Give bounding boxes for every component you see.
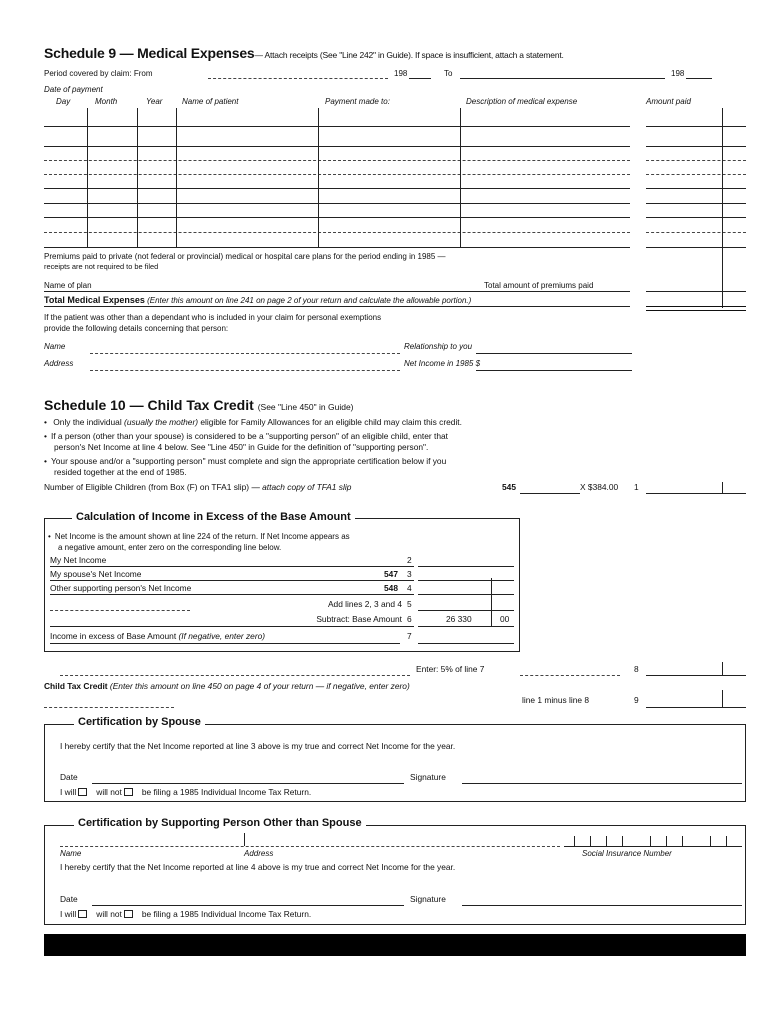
relationship-field[interactable] [476,353,632,354]
supporting-signature-field[interactable] [462,905,742,906]
bullet-2-cont: person's Net Income at line 4 below. See "Line 450" in Guide for the definition of "supporting person". [54,442,429,452]
eligible-children-label: Number of Eligible Children (from Box (F) on TFA1 slip) — attach copy of TFA1 slip [44,482,352,492]
net-income-1985-field[interactable] [476,370,632,371]
schedule9-title: Schedule 9 — Medical Expenses— Attach receipts (See "Line 242" in Guide). If space is insufficient, attach a statement. [44,45,564,61]
line-8-field[interactable] [646,675,746,676]
name-of-plan-label: Name of plan [44,281,92,290]
total-medical-expenses: Total Medical Expenses (Enter this amount on line 241 on page 2 of your return and calculate the allowable portion.) [44,295,472,305]
line-5-field[interactable] [418,610,514,611]
spouse-signature-field[interactable] [462,783,742,784]
bullet-3: • Your spouse and/or a "supporting person" must complete and sign the appropriate certification below if you [44,457,446,467]
dependant-note-1: If the patient was other than a dependant who is included in your claim for personal exemptions [44,313,382,322]
schedule10-title: Schedule 10 — Child Tax Credit (See "Line 450" in Guide) [44,397,354,413]
line-4-field[interactable] [418,594,514,595]
bullet-3-cont: resided together at the end of 1985. [54,467,187,477]
bullet-2: • If a person (other than your spouse) is considered to be a "supporting person" of an eligible child, enter that [44,432,448,442]
calc-note-1: • Net Income is the amount shown at line 224 of the return. If Net Income appears as [48,532,350,541]
supporting-signature-label: Signature [410,894,446,904]
child-tax-credit-field[interactable] [646,707,746,708]
add-lines-label: Add lines 2, 3 and 4 [327,599,402,609]
subtract-label: Subtract: Base Amount [316,614,402,624]
supporting-cert-text: I hereby certify that the Net Income reported at line 4 above is my true and correct Net Income for the year. [60,862,456,872]
spouse-filing-row: I will will not be filing a 1985 Individual Income Tax Return. [60,787,312,797]
spouse-net-income-code: 547 [384,569,398,579]
base-amount-cents: 00 [500,614,510,624]
date-of-payment-label: Date of payment [44,85,103,94]
dependant-name-field[interactable] [90,353,400,354]
supporting-address-label: Address [244,849,274,858]
supporting-date-label: Date [60,894,78,904]
col-payment-to: Payment made to: [325,97,390,106]
supporting-certification-title: Certification by Supporting Person Other than Spouse [74,817,366,830]
line-7-label: 7 [407,631,412,641]
col-amount: Amount paid [646,97,691,106]
year-to-field[interactable] [686,78,712,79]
year-from-field[interactable] [409,78,431,79]
dependant-note-2: provide the following details concerning that person: [44,324,229,333]
premiums-text: Premiums paid to private (not federal or provincial) medical or hospital care plans for the period ending in 1985 — [44,252,446,261]
line-3-field[interactable] [418,580,514,581]
spouse-will-checkbox[interactable] [78,788,87,796]
supporting-name-label: Name [60,849,82,858]
to-label: To [444,69,453,78]
period-from-field[interactable] [208,78,388,79]
line-7-field[interactable] [418,643,514,644]
line-1-label: 1 [634,482,639,492]
child-tax-credit-label: Child Tax Credit (Enter this amount on line 450 on page 4 of your return — if negative, enter zero) [44,681,410,691]
line-6-label: 6 [407,614,412,624]
calculation-title: Calculation of Income in Excess of the Base Amount [72,511,355,524]
other-net-income-code: 548 [384,583,398,593]
my-net-income-label: My Net Income [50,555,107,565]
line-2-field[interactable] [418,566,514,567]
period-to-field[interactable] [460,78,665,79]
spouse-date-field[interactable] [92,783,404,784]
supporting-filing-row: I will will not be filing a 1985 Individual Income Tax Return. [60,909,312,919]
excess-label: Income in excess of Base Amount (If negative, enter zero) [50,631,266,641]
spouse-will-not-checkbox[interactable] [124,788,133,796]
col-patient: Name of patient [182,97,239,106]
supporting-name-address-field[interactable] [60,846,560,847]
supporting-date-field[interactable] [92,905,404,906]
eligible-children-field[interactable] [520,493,580,494]
name-label: Name [44,342,66,351]
line-1-field[interactable] [646,493,746,494]
line-2-label: 2 [407,555,412,565]
net-income-1985-label: Net Income in 1985 $ [404,359,481,368]
supporting-will-checkbox[interactable] [78,910,87,918]
period-label: Period covered by claim: From [44,69,153,78]
sin-label: Social Insurance Number [582,849,672,858]
relationship-label: Relationship to you [404,342,473,351]
enter-5pct-label: Enter: 5% of line 7 [416,664,485,674]
spouse-net-income-label: My spouse's Net Income [50,569,142,579]
line-4-label: 4 [407,583,412,593]
line1-minus-8-label: line 1 minus line 8 [522,695,590,705]
dependant-address-field[interactable] [90,370,400,371]
spouse-cert-text: I hereby certify that the Net Income reported at line 3 above is my true and correct Net Income for the year. [60,741,456,751]
col-description: Description of medical expense [466,97,578,106]
premiums-text-2: receipts are not required to be filed [44,262,159,271]
line-8-label: 8 [634,664,639,674]
year-prefix-from: 198 [394,69,408,78]
col-month: Month [95,97,118,106]
year-prefix-to: 198 [671,69,685,78]
line-5-label: 5 [407,599,412,609]
spouse-date-label: Date [60,772,78,782]
bullet-1: • Only the individual (usually the mother) eligible for Family Allowances for an eligible child may claim this credit. [44,418,462,428]
total-premiums-label: Total amount of premiums paid [484,281,594,290]
address-label: Address [44,359,74,368]
col-day: Day [56,97,71,106]
base-amount-value: 26 330 [446,614,472,624]
line-9-label: 9 [634,695,639,705]
sin-field[interactable] [564,846,742,847]
eligible-children-value: 545 [502,482,516,492]
spouse-signature-label: Signature [410,772,446,782]
calc-note-2: a negative amount, enter zero on the corresponding line below. [58,543,282,552]
line-3-label: 3 [407,569,412,579]
other-net-income-label: Other supporting person's Net Income [50,583,192,593]
spouse-certification-title: Certification by Spouse [74,716,205,729]
bottom-black-band [44,934,746,956]
col-year: Year [146,97,163,106]
supporting-will-not-checkbox[interactable] [124,910,133,918]
multiplier: X $384.00 [580,482,619,492]
